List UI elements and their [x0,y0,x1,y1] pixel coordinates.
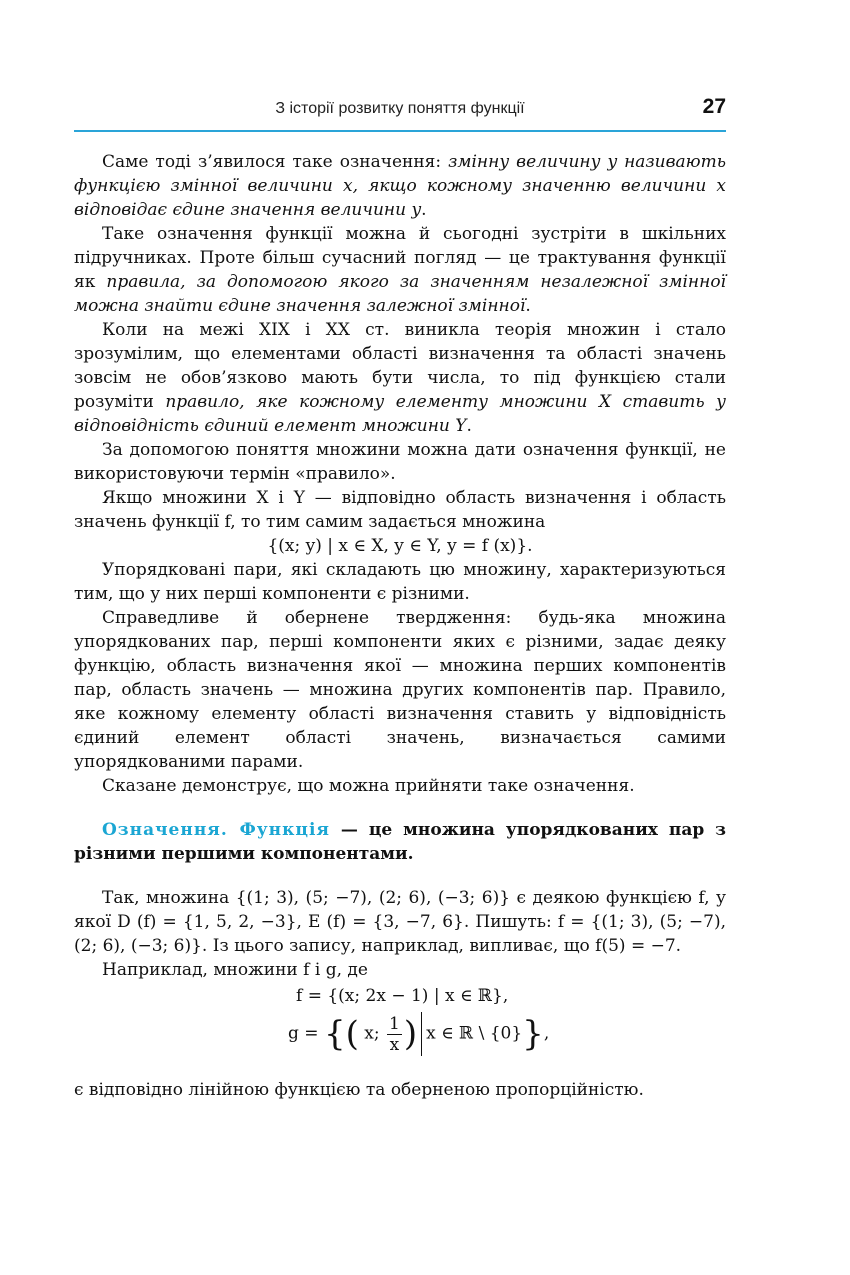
g-open-paren: ( [345,1014,359,1054]
paragraph-11: є відповідно лінійною функцією та оберненою пропорційністю. [74,1080,644,1100]
paragraph-6: Упорядковані пари, які складають цю множину, характеризуються тим, що у них перші компоненти є різними. [74,560,726,604]
g-formula [288,1012,549,1056]
g-close-paren: ) [403,1014,418,1054]
g-lhs: g = [288,1023,319,1044]
paragraph-1-lead: Саме тоді з’явилося таке означення: [102,152,449,172]
paragraph-9: Так, множина {(1; 3), (5; −7), (2; 6), (−3; 6)} є деякою функцією f, у якої D (f) = {1, 5, 2, −3}, E (f) = {3, −7, 6}. Пишуть: f = {(1; 3), (5; −7), (2; 6), (−3; 6)}. Із цього запису, наприклад, випливає, що f(5) = −7. [74,888,726,956]
paragraph-3-italic: правило, яке кожному елементу множини X ставить у відповідність єдиний елемент множини Y [74,392,726,436]
paragraph-1-italic: змінну величину y називають функцією змінної величини x, якщо кожному значенню величини x відповідає єдине значення величини y [74,152,726,220]
running-head [74,95,726,132]
function-formulas [74,982,726,1078]
g-denominator: x [389,1034,400,1055]
g-x: x; [364,1023,380,1044]
f-formula: f = {(x; 2x − 1) | x ∈ ℝ}, [296,986,509,1006]
definition-lead: Означення. Функція [102,820,330,840]
paragraph-4: За допомогою поняття множини можна дати означення функції, не використовуючи термін «правило». [74,440,726,484]
running-title: З історії розвитку поняття функції [275,100,525,117]
g-condition: x ∈ ℝ \ {0} [426,1023,523,1044]
g-fraction [387,1014,402,1055]
set-formula: {(x; y) | x ∈ X, y ∈ Y, y = f (x)}. [267,536,533,556]
paragraph-7: Справедливе й обернене твердження: будь-яка множина упорядкованих пар, перші компоненти яких є різними, задає деяку функцію, область визначення якої — множина перших компонентів пар, область значень — множина других компонентів пар. Правило, яке кожному елементу області визначення ставить у відповідність єдиний елемент області значень, визначається самими упорядкованими парами. [74,608,726,772]
g-comma: , [543,1023,550,1044]
paragraph-3 [74,318,726,438]
definition-block [74,818,726,866]
paragraph-10: Наприклад, множини f і g, де [102,960,368,980]
g-divider [421,1012,422,1056]
paragraph-8: Сказане демонструє, що можна прийняти таке означення. [102,776,635,796]
page-number: 27 [702,95,726,118]
definition-text: — це множина упорядкованих пар з різними першими компонентами. [74,820,726,864]
g-open-brace: { [323,1014,346,1054]
paragraph-1-tail: . [421,200,427,220]
paragraph-2-lead: Таке означення функції можна й сьогодні зустріти в шкільних підручниках. Проте більш сучасний погляд — це трактування функції як [74,224,726,292]
paragraph-1 [74,150,726,222]
page-body [74,150,726,1102]
paragraph-3-tail: . [466,416,472,436]
paragraph-2-italic: правила, за допомогою якого за значенням незалежної змінної можна знайти єдине значення залежної змінної [74,272,726,316]
paragraph-5: Якщо множини X і Y — відповідно область визначення і область значень функції f, то тим самим задається множина [74,488,726,532]
paragraph-2 [74,222,726,318]
g-close-brace: } [522,1014,544,1054]
paragraph-3-lead: Коли на межі XIX і XX ст. виникла теорія множин і стало зрозумілим, що елементами області визначення та області значень зовсім не обов’язково мають бути числа, то під функцією стали розуміти [74,320,726,412]
paragraph-2-tail: . [525,296,531,316]
g-numerator: 1 [388,1013,400,1034]
